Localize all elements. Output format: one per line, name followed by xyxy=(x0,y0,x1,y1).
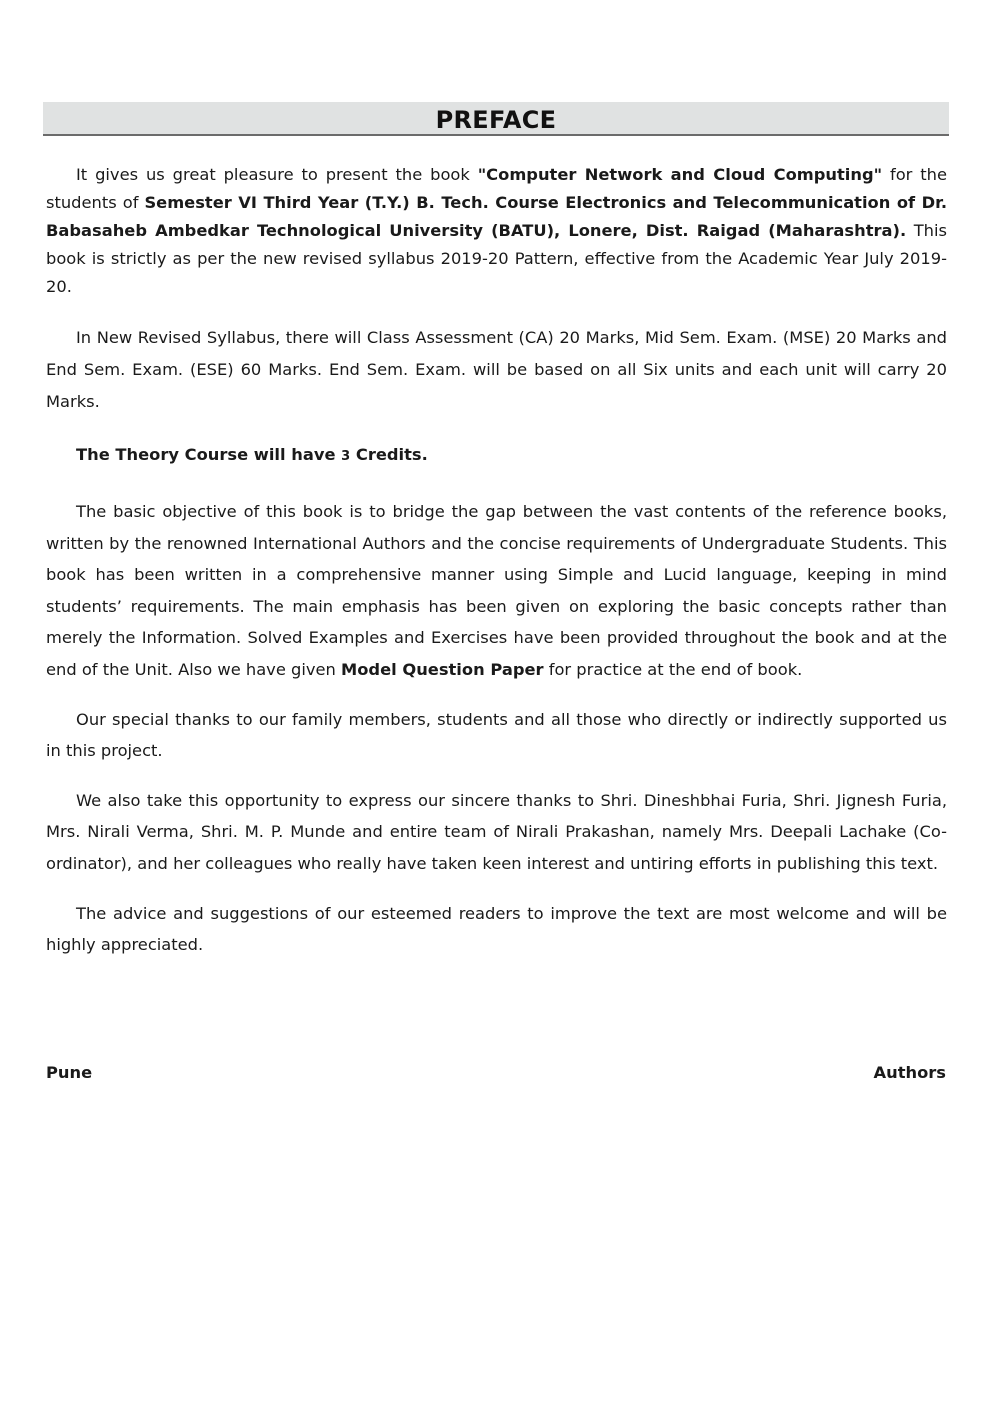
intro-text-2: for the students of xyxy=(46,165,947,212)
objective-text-2: for practice at the end of book. xyxy=(543,659,803,679)
paragraph-advice: The advice and suggestions of our esteemed readers to improve the text are most welcome and will be highly appreciated. xyxy=(46,903,947,955)
paragraph-intro xyxy=(46,161,947,301)
signoff-authors: Authors xyxy=(873,1063,946,1082)
objective-text-1: The basic objective of this book is to bridge the gap between the vast contents of the reference books, written by the renowned International Authors and the concise requirements of Undergraduate Students. This book has been written in a comprehensive manner using Simple and Lucid language, keeping in mind students’ requirements. The main emphasis has been given on exploring the basic concepts rather than merely the Information. Solved Examples and Exercises have been provided throughout the book and at the end of the Unit. Also we have given xyxy=(46,502,947,679)
paragraph-thanks-team: We also take this opportunity to express our sincere thanks to Shri. Dineshbhai Furia, Shri. Jignesh Furia, Mrs. Nirali Verma, Shri. M. P. Munde and entire team of Nirali Prakashan, namely Mrs. Deepali Lachake (Co-ordinator), and her colleagues who really have taken keen interest and untiring efforts in publishing this text. xyxy=(46,790,947,873)
intro-text-1: It gives us great pleasure to present the book xyxy=(76,165,478,184)
book-title: "Computer Network and Cloud Computing" xyxy=(477,165,883,184)
credits-text-1: The Theory Course will have xyxy=(76,445,342,464)
paragraph-credits xyxy=(46,441,947,471)
model-question-paper: Model Question Paper xyxy=(341,659,544,679)
preface-body xyxy=(46,161,947,961)
credits-text-2: Credits. xyxy=(350,445,428,464)
signoff-place: Pune xyxy=(46,1063,93,1082)
title-bar xyxy=(43,102,949,136)
signoff xyxy=(46,1060,946,1086)
intro-text-3: This book is strictly as per the new revised syllabus 2019-20 Pattern, effective from the Academic Year July 2019-20. xyxy=(46,221,947,296)
course-details: Semester VI Third Year (T.Y.) B. Tech. Course Electronics and Telecommunication of Dr. Babasaheb Ambedkar Technological University (BATU), Lonere, Dist. Raigad (Maharashtra). xyxy=(46,193,948,240)
paragraph-syllabus: In New Revised Syllabus, there will Class Assessment (CA) 20 Marks, Mid Sem. Exam. (MSE) 20 Marks and End Sem. Exam. (ESE) 60 Marks. End Sem. Exam. will be based on all Six units and each unit will carry 20 Marks. xyxy=(46,328,947,411)
credits-number: 3 xyxy=(341,449,351,464)
paragraph-thanks-family: Our special thanks to our family members, students and all those who directly or indirectly supported us in this project. xyxy=(46,709,947,761)
page-title: PREFACE xyxy=(435,106,557,134)
paragraph-objective xyxy=(46,496,947,686)
